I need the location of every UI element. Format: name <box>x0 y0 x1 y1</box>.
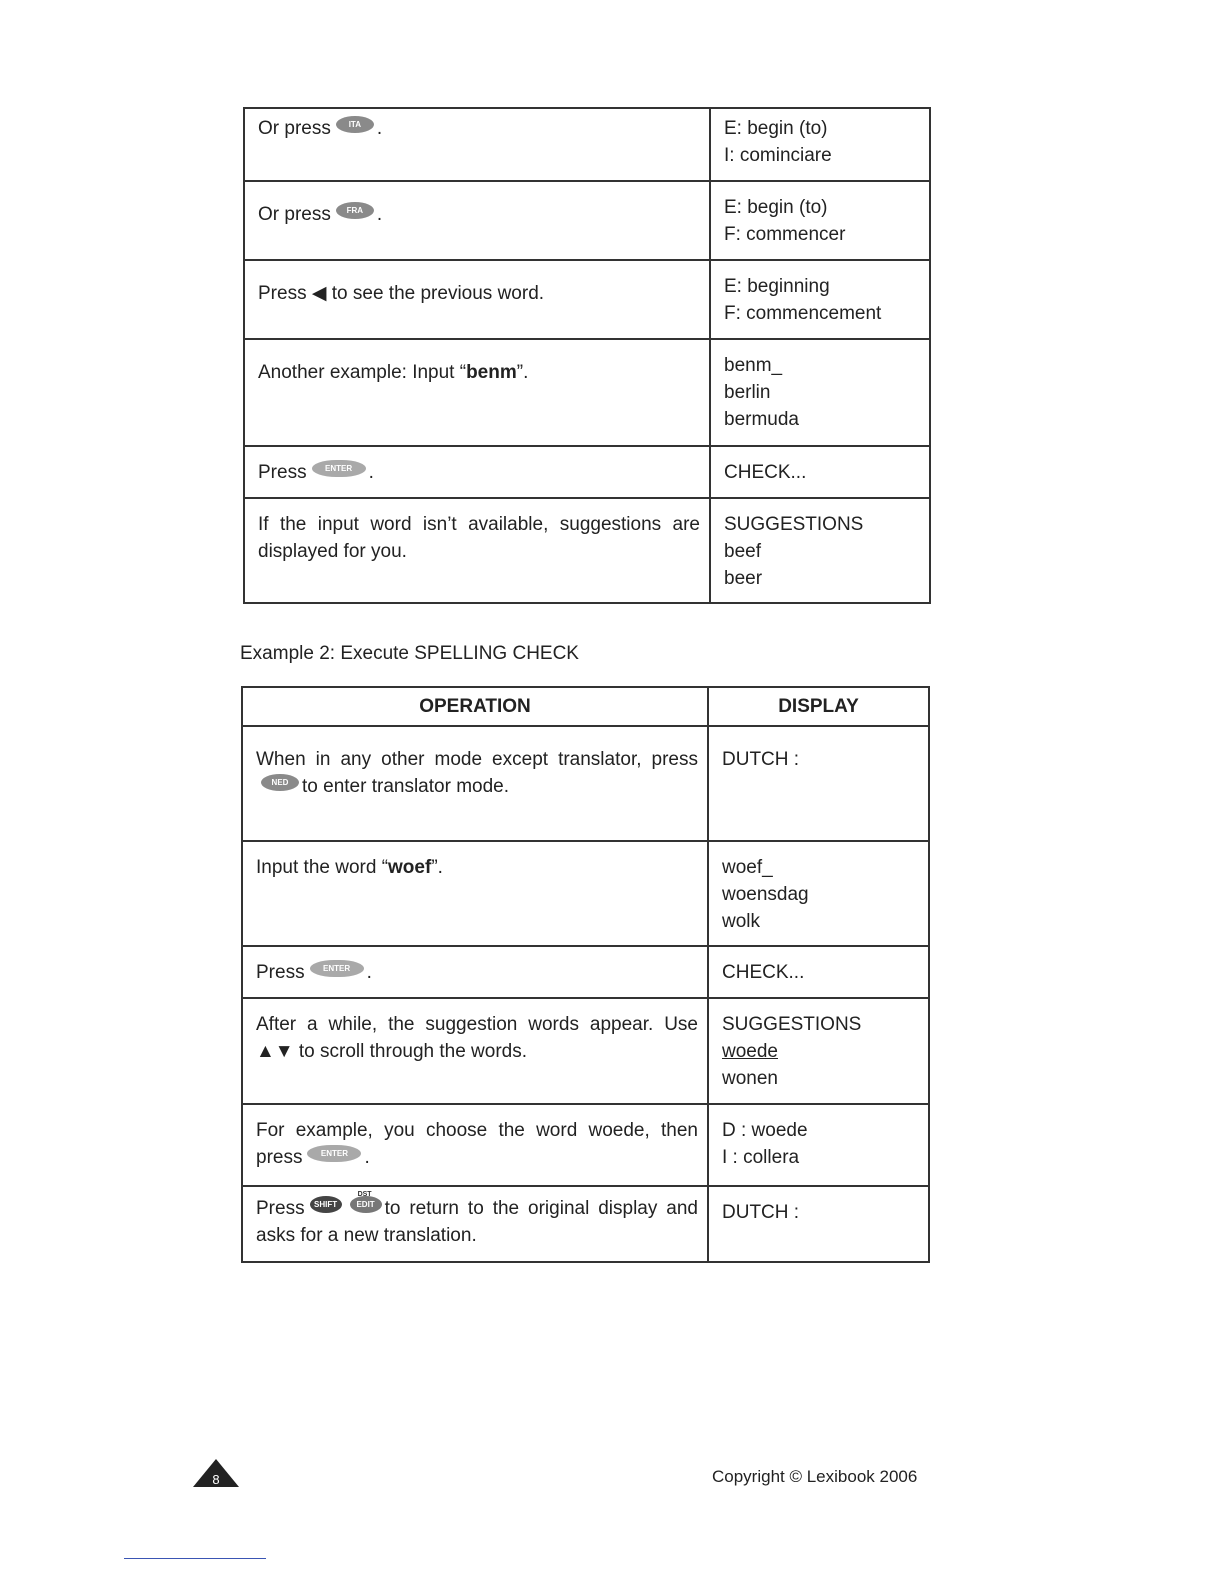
table-header-row <box>242 687 929 726</box>
table-row <box>244 498 930 603</box>
operation-cell: When in any other mode except translator, pressNED to enter translator mode. <box>242 726 708 841</box>
display-cell: E: begin (to) F: commencer <box>710 181 930 260</box>
table-row <box>242 998 929 1104</box>
page-number-badge <box>192 1458 240 1488</box>
operation-cell: Press ENTER . <box>242 946 708 998</box>
display-cell: woef_ woensdag wolk <box>708 841 929 946</box>
display-cell: SUGGESTIONS woede wonen <box>708 998 929 1104</box>
copyright-text: Copyright © Lexibook 2006 <box>712 1467 918 1486</box>
up-down-arrows-icon: ▲▼ <box>256 1041 294 1062</box>
display-cell: CHECK... <box>710 446 930 498</box>
shift-key-icon: SHIFT <box>310 1196 342 1213</box>
table-row <box>242 1104 929 1186</box>
operation-cell: Input the word “woef”. <box>242 841 708 946</box>
table-row <box>242 946 929 998</box>
display-cell: DUTCH : <box>708 726 929 841</box>
display-cell: benm_ berlin bermuda <box>710 339 930 446</box>
display-cell: E: begin (to) I: cominciare <box>710 108 930 181</box>
display-cell: SUGGESTIONS beef beer <box>710 498 930 603</box>
ita-key-icon: ITA <box>336 116 374 133</box>
operation-cell: Another example: Input “benm”. <box>244 339 710 446</box>
operation-cell: For example, you choose the word woede, then press ENTER . <box>242 1104 708 1186</box>
instruction-table-2 <box>241 686 930 1263</box>
ned-key-icon: NED <box>261 774 299 791</box>
table-row <box>242 841 929 946</box>
display-cell: CHECK... <box>708 946 929 998</box>
footnote-rule <box>124 1558 266 1559</box>
operation-cell: Press ENTER . <box>244 446 710 498</box>
enter-key-icon: ENTER <box>307 1145 361 1162</box>
table-row <box>242 726 929 841</box>
operation-cell: After a while, the suggestion words appear. Use ▲▼ to scroll through the words. <box>242 998 708 1104</box>
table-row <box>244 181 930 260</box>
page-number: 8 <box>212 1472 220 1487</box>
table-row <box>244 108 930 181</box>
display-cell: E: beginning F: commencement <box>710 260 930 339</box>
operation-cell: Or press FRA . <box>244 181 710 260</box>
operation-cell: Press ◀ to see the previous word. <box>244 260 710 339</box>
fra-key-icon: FRA <box>336 202 374 219</box>
table-row <box>244 260 930 339</box>
enter-key-icon: ENTER <box>312 460 366 477</box>
table-row <box>244 446 930 498</box>
operation-cell: Press SHIFT DST EDIT to return to the original display and asks for a new translation. <box>242 1186 708 1262</box>
enter-key-icon: ENTER <box>310 960 364 977</box>
operation-cell: If the input word isn’t available, suggestions are displayed for you. <box>244 498 710 603</box>
left-arrow-icon: ◀ <box>311 283 327 304</box>
table-row <box>244 339 930 446</box>
display-header: DISPLAY <box>708 687 929 726</box>
example-2-heading: Example 2: Execute SPELLING CHECK <box>240 643 579 664</box>
table-row <box>242 1186 929 1262</box>
operation-cell: Or press ITA . <box>244 108 710 181</box>
triangle-icon <box>192 1458 240 1488</box>
display-cell: D : woede I : collera <box>708 1104 929 1186</box>
edit-key-icon: DST EDIT <box>350 1196 382 1213</box>
display-cell: DUTCH : <box>708 1186 929 1262</box>
operation-header: OPERATION <box>242 687 708 726</box>
instruction-table-1 <box>243 107 931 604</box>
